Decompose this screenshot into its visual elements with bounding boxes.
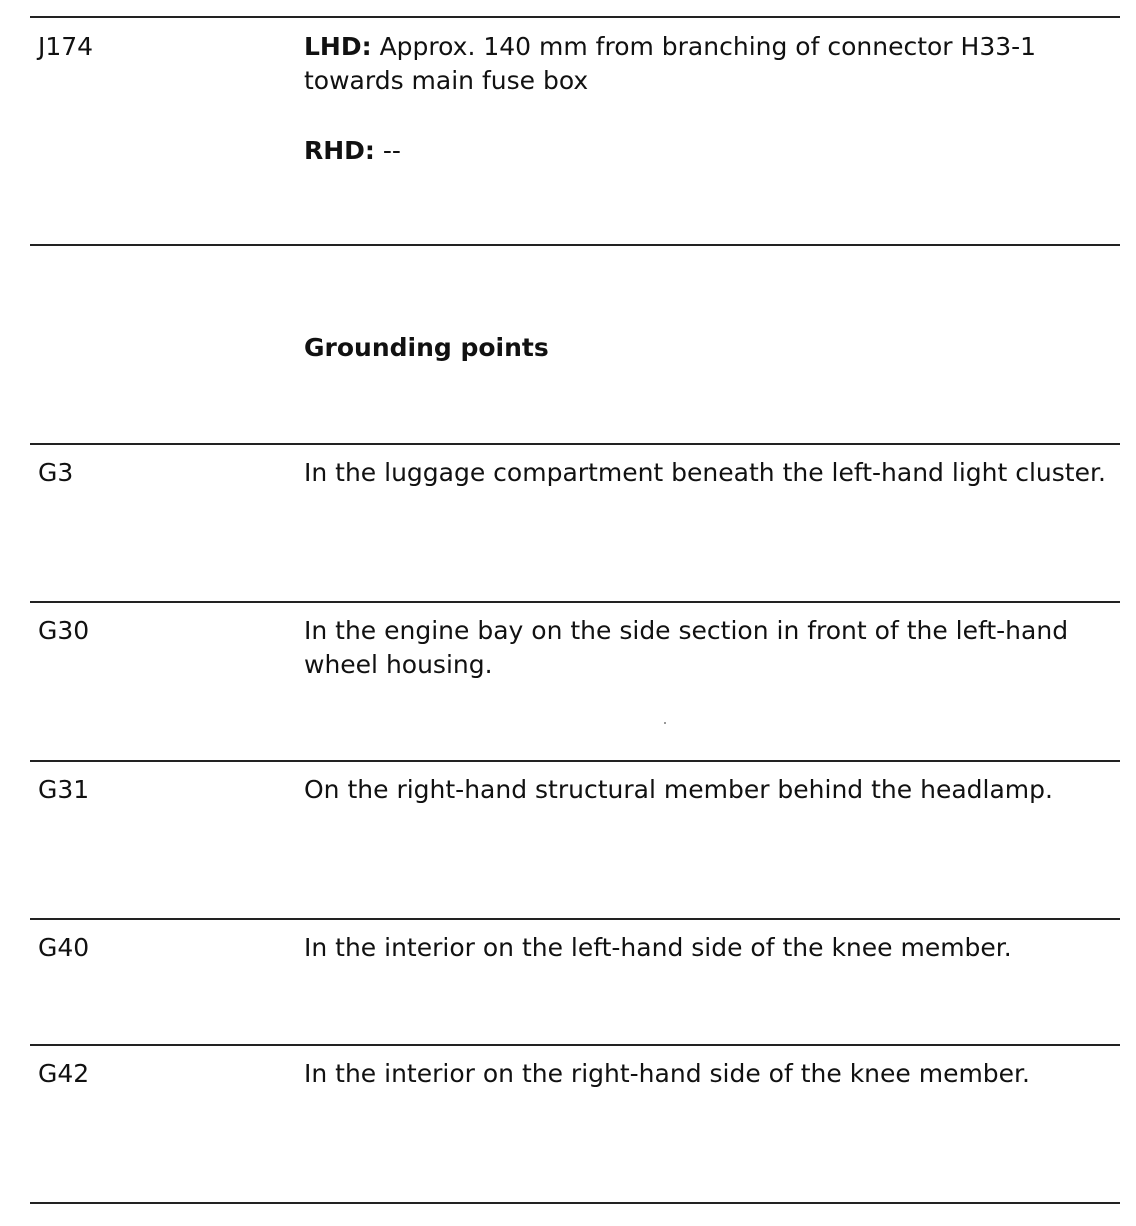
section-heading: Grounding points (304, 333, 549, 362)
row-code-g3: G3 (38, 458, 74, 487)
table-rule (30, 918, 1120, 920)
table-rule (30, 443, 1120, 445)
lhd-label: LHD: (304, 32, 372, 61)
table-rule-bottom (30, 1202, 1120, 1204)
row-desc-j174-lhd (304, 30, 1119, 98)
row-desc-g31: On the right-hand structural member behind the headlamp. (304, 775, 1053, 804)
rhd-text: -- (382, 136, 401, 165)
table-rule (30, 244, 1120, 246)
row-desc-g30: In the engine bay on the side section in front of the left-hand wheel housing. (304, 616, 1069, 679)
row-code-g42: G42 (38, 1059, 90, 1088)
table-rule (30, 601, 1120, 603)
table-rule (30, 760, 1120, 762)
row-code-g30: G30 (38, 616, 90, 645)
lhd-text: Approx. 140 mm from branching of connector H33-1 towards main fuse box (304, 32, 1037, 95)
scan-speck (664, 722, 666, 724)
row-desc-g42: In the interior on the right-hand side of the knee member. (304, 1059, 1030, 1088)
row-desc-g40: In the interior on the left-hand side of the knee member. (304, 933, 1012, 962)
rhd-label: RHD: (304, 136, 375, 165)
row-code-j174: J174 (38, 32, 94, 61)
row-desc-g3: In the luggage compartment beneath the left-hand light cluster. (304, 458, 1106, 487)
row-desc-j174-rhd (304, 134, 1119, 168)
table-rule (30, 1044, 1120, 1046)
row-code-g31: G31 (38, 775, 90, 804)
row-code-g40: G40 (38, 933, 90, 962)
table-rule-top (30, 16, 1120, 18)
